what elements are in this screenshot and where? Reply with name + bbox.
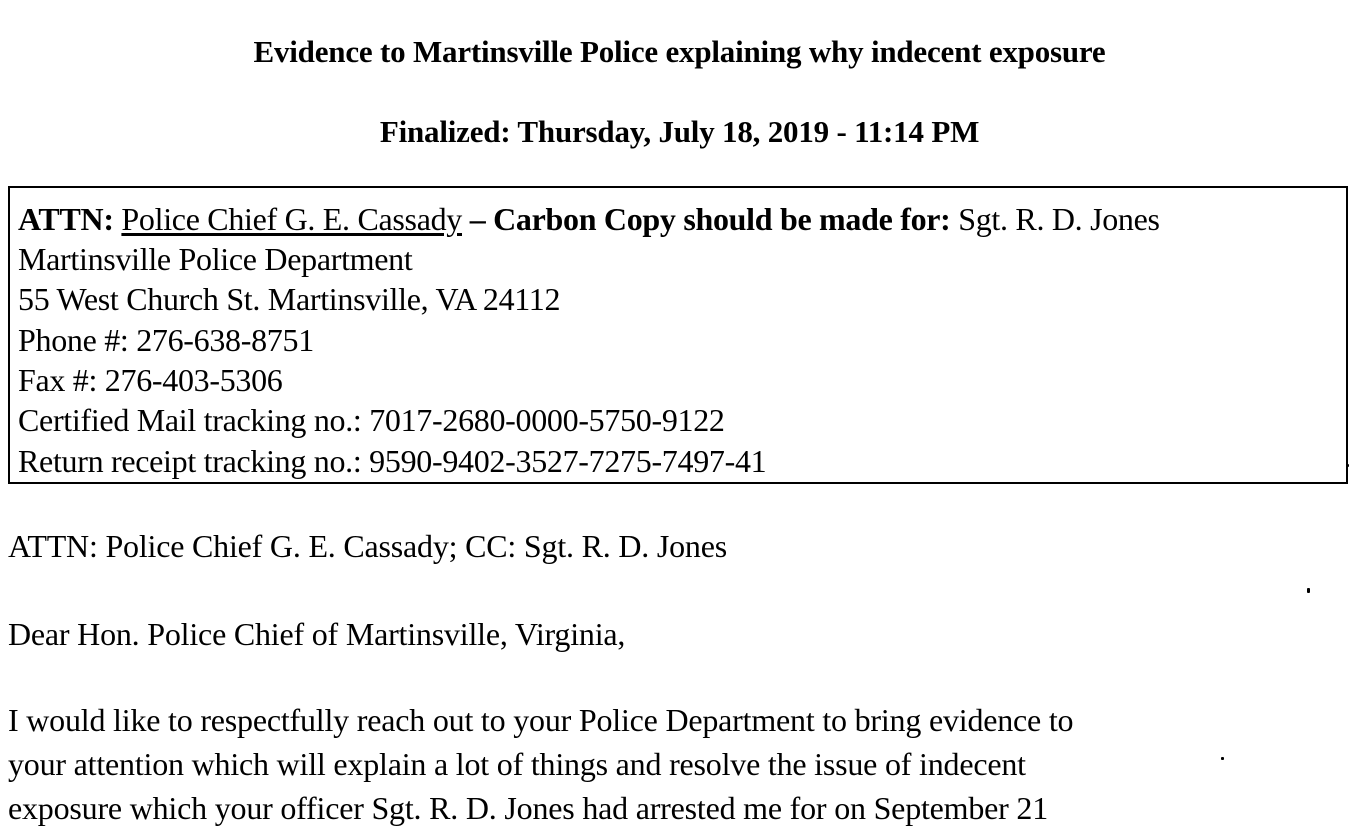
- attn-label: ATTN:: [18, 201, 114, 237]
- paragraph-line: I would like to respectfully reach out to your Police Department to bring evidence to: [8, 702, 1074, 738]
- scan-speck: [1346, 464, 1349, 467]
- paragraph-line: your attention which will explain a lot of things and resolve the issue of indecent: [8, 746, 1026, 782]
- document-title: Evidence to Martinsville Police explaining why indecent exposure: [253, 34, 1106, 69]
- attn-line: [18, 200, 1160, 238]
- paragraph-line: exposure which your officer Sgt. R. D. Jones had arrested me for on September 21: [8, 790, 1049, 826]
- department-name: Martinsville Police Department: [18, 241, 413, 277]
- scan-speck: [1307, 588, 1310, 593]
- finalized-date: Finalized: Thursday, July 18, 2019 - 11:14 PM: [379, 114, 980, 149]
- fax-number: Fax #: 276-403-5306: [18, 362, 283, 398]
- return-receipt-tracking: Return receipt tracking no.: 9590-9402-3527-7275-7497-41: [18, 443, 767, 479]
- certified-mail-tracking: Certified Mail tracking no.: 7017-2680-0000-5750-9122: [18, 402, 725, 438]
- attn-dash: –: [469, 201, 486, 237]
- cc-recipient: Sgt. R. D. Jones: [958, 201, 1160, 237]
- salutation: Dear Hon. Police Chief of Martinsville, Virginia,: [8, 616, 626, 652]
- attn-recipient: Police Chief G. E. Cassady: [121, 201, 462, 237]
- attention-box: [8, 186, 1348, 484]
- scan-speck: [1221, 757, 1224, 760]
- phone-number: Phone #: 276-638-8751: [18, 322, 314, 358]
- cc-label: Carbon Copy should be made for:: [493, 201, 951, 237]
- letter-attn-line: ATTN: Police Chief G. E. Cassady; CC: Sgt. R. D. Jones: [8, 528, 727, 564]
- department-address: 55 West Church St. Martinsville, VA 24112: [18, 281, 561, 317]
